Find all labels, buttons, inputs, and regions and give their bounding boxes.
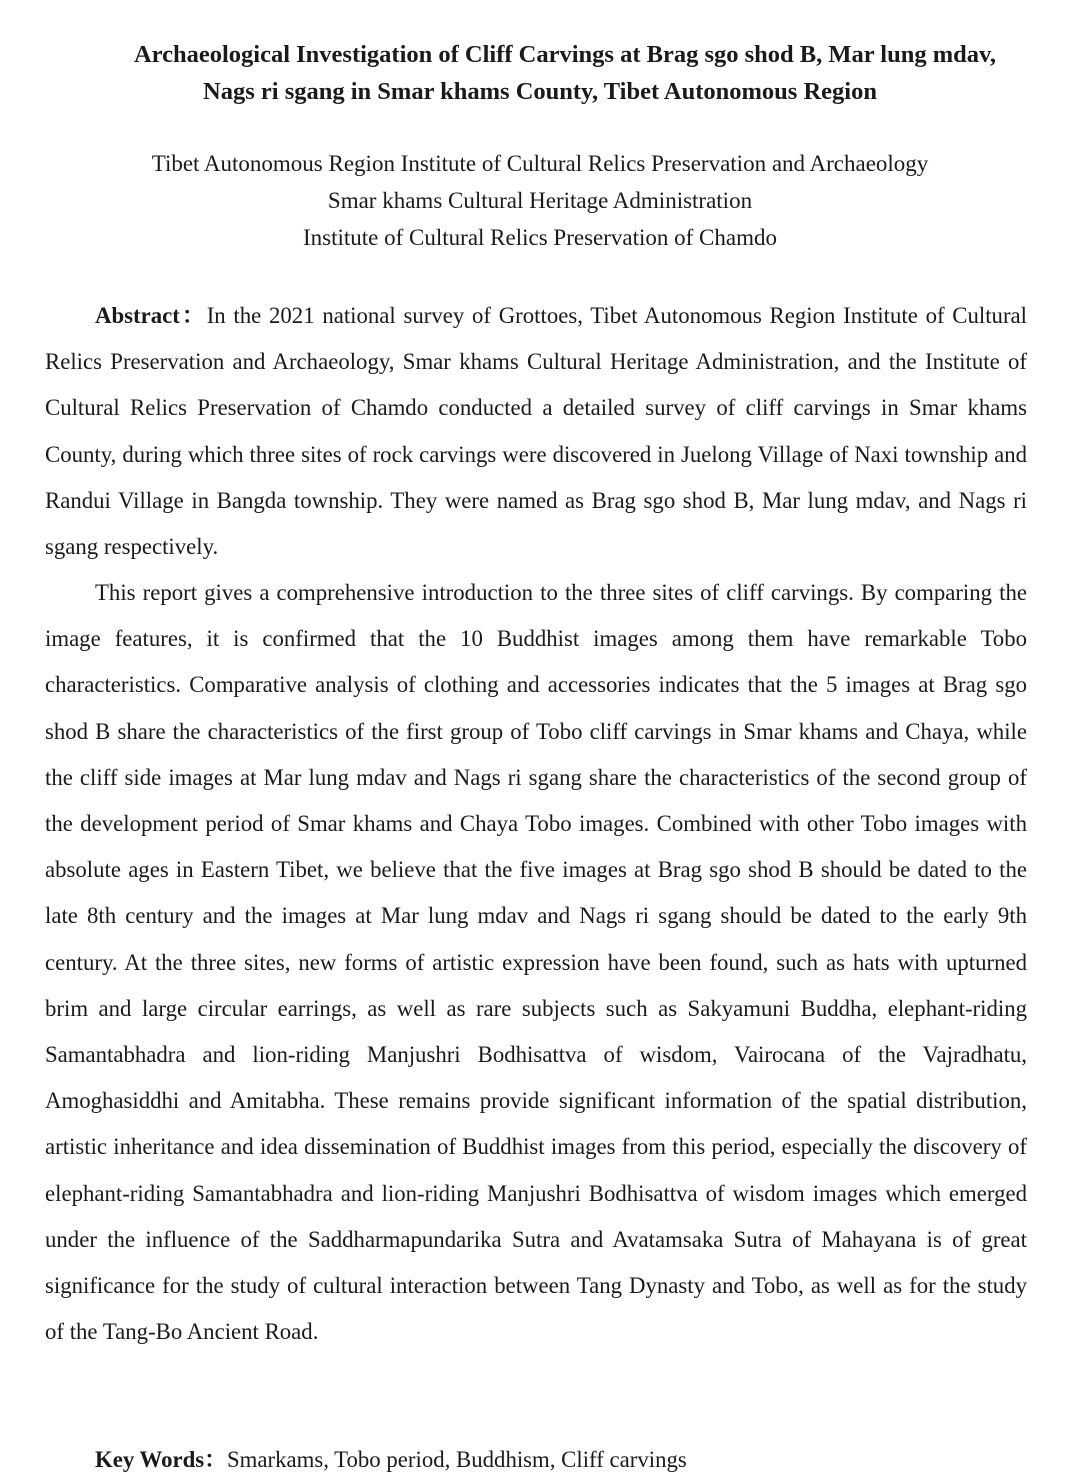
- abstract-label: Abstract：: [95, 303, 207, 328]
- affiliation-1: Tibet Autonomous Region Institute of Cultural Relics Preservation and Archaeology: [151, 151, 929, 176]
- abstract-paragraph-1: [45, 293, 1027, 570]
- affiliation-3: Institute of Cultural Relics Preservation of Chamdo: [303, 225, 777, 250]
- abstract-paragraph-2: This report gives a comprehensive introduction to the three sites of cliff carvings. By comparing the image features, it is confirmed that the 10 Buddhist images among them have remarkable Tobo characteristics. Comparative analysis of clothing and accessories indicates that the 5 images at Brag sgo shod B share the characteristics of the first group of Tobo cliff carvings in Smar khams and Chaya, while the cliff side images at Mar lung mdav and Nags ri sgang share the characteristics of the second group of the development period of Smar khams and Chaya Tobo images. Combined with other Tobo images with absolute ages in Eastern Tibet, we believe that the five images at Brag sgo shod B should be dated to the late 8th century and the images at Mar lung mdav and Nags ri sgang should be dated to the early 9th century. At the three sites, new forms of artistic expression have been found, such as hats with upturned brim and large circular earrings, as well as rare subjects such as Sakyamuni Buddha, elephant-riding Samantabhadra and lion-riding Manjushri Bodhisattva of wisdom, Vairocana of the Vajradhatu, Amoghasiddhi and Amitabha. These remains provide significant information of the spatial distribution, artistic inheritance and idea dissemination of Buddhist images from this period, especially the discovery of elephant-riding Samantabhadra and lion-riding Manjushri Bodhisattva of wisdom images which emerged under the influence of the Saddharmapundarika Sutra and Avatamsaka Sutra of Mahayana is of great significance for the study of cultural interaction between Tang Dynasty and Tobo, as well as for the study of the Tang-Bo Ancient Road.: [45, 580, 1027, 1345]
- keywords-value: Smarkams, Tobo period, Buddhism, Cliff carvings: [226, 1447, 687, 1472]
- affiliation-2: Smar khams Cultural Heritage Administration: [327, 188, 753, 213]
- abstract-paragraph-1-text: In the 2021 national survey of Grottoes, Tibet Autonomous Region Institute of Cultural Relics Preservation and Archaeology, Smar khams Cultural Heritage Administration, and the Institute of Cultural Relics Preservation of Chamdo conducted a detailed survey of cliff carvings in Smar khams County, during which three sites of rock carvings were discovered in Juelong Village of Naxi township and Randui Village in Bangda township. They were named as Brag sgo shod B, Mar lung mdav, and Nags ri sgang respectively.: [45, 303, 1027, 560]
- paper-title-line-1: Archaeological Investigation of Cliff Carvings at Brag sgo shod B, Mar lung mdav,: [133, 41, 997, 68]
- keywords-line: [95, 1437, 687, 1483]
- paper-title-line-2: Nags ri sgang in Smar khams County, Tibet Autonomous Region: [203, 78, 877, 105]
- keywords-label: Key Words：: [95, 1447, 227, 1472]
